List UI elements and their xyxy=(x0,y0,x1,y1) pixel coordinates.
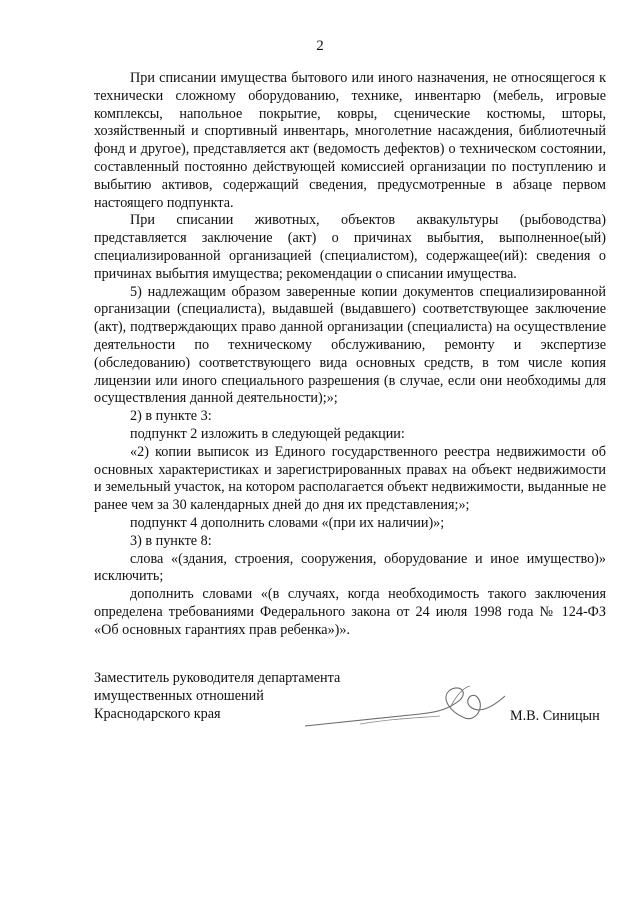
paragraph: дополнить словами «(в случаях, когда необходимость такого заключения определена требованиями Федерального закона от 24 июля 1998 года № 124-ФЗ «Об основных гарантиях прав ребенка»)». xyxy=(94,586,606,638)
signatory-title-line: Заместитель руководителя департамента xyxy=(94,670,341,686)
paragraph: слова «(здания, строения, сооружения, оборудование и иное имущество)» исключить; xyxy=(94,550,606,585)
document-body xyxy=(94,70,606,640)
paragraph: При списании животных, объектов аквакультуры (рыбоводства) представляется заключение (акт) о причинах выбытия, выполненное(ый) специализированной организацией (специалистом), содержащее(ий): сведения о причинах выбытия имущества; рекомендации о списании имущества. xyxy=(94,212,606,282)
page-number: 2 xyxy=(316,38,324,54)
paragraph: При списании имущества бытового или иного назначения, не относящегося к технически сложному оборудованию, технике, инвентарю (мебель, игровые комплексы, напольное покрытие, ковры, сценические костюмы, шторы, хозяйственный и спортивный инвентарь, многолетние насаждения, библиотечный фонд и другое), представляется акт (ведомость дефектов) о техническом состоянии, составленный постоянно действующей комиссией организации по поступлению и выбытию активов, содержащий сведения, предусмотренные в абзаце первом настоящего подпункта. xyxy=(94,70,606,211)
paragraph: 2) в пункте 3: xyxy=(130,408,212,425)
paragraph: 5) надлежащим образом заверенные копии документов специализированной организации (специалиста), выдавшей (выдавшего) соответствующее заключение (акт), подтверждающих право данной организации (специалиста) на осуществление деятельности по техническому обслуживанию, ремонту и экспертизе (обследованию) соответствующего вида основных средств, в том числе копия лицензии или иного специального разрешения (в случае, если они необходимы для осуществления данной деятельности);»; xyxy=(94,283,606,407)
signatory-title-line: имущественных отношений xyxy=(94,687,264,704)
handwritten-signature xyxy=(300,678,510,738)
paragraph: подпункт 2 изложить в следующей редакции: xyxy=(130,425,405,442)
signatory-title-line: Краснодарского края xyxy=(94,705,221,722)
signatory-name: М.В. Синицын xyxy=(510,708,600,724)
paragraph: подпункт 4 дополнить словами «(при их наличии)»; xyxy=(130,514,445,531)
paragraph: «2) копии выписок из Единого государственного реестра недвижимости об основных характеристиках и зарегистрированных правах на объект недвижимости и земельный участок, на котором располагается объект недвижимости, выданные не ранее чем за 30 календарных дней до дня их представления;»; xyxy=(94,443,606,514)
paragraph: 3) в пункте 8: xyxy=(130,532,212,549)
